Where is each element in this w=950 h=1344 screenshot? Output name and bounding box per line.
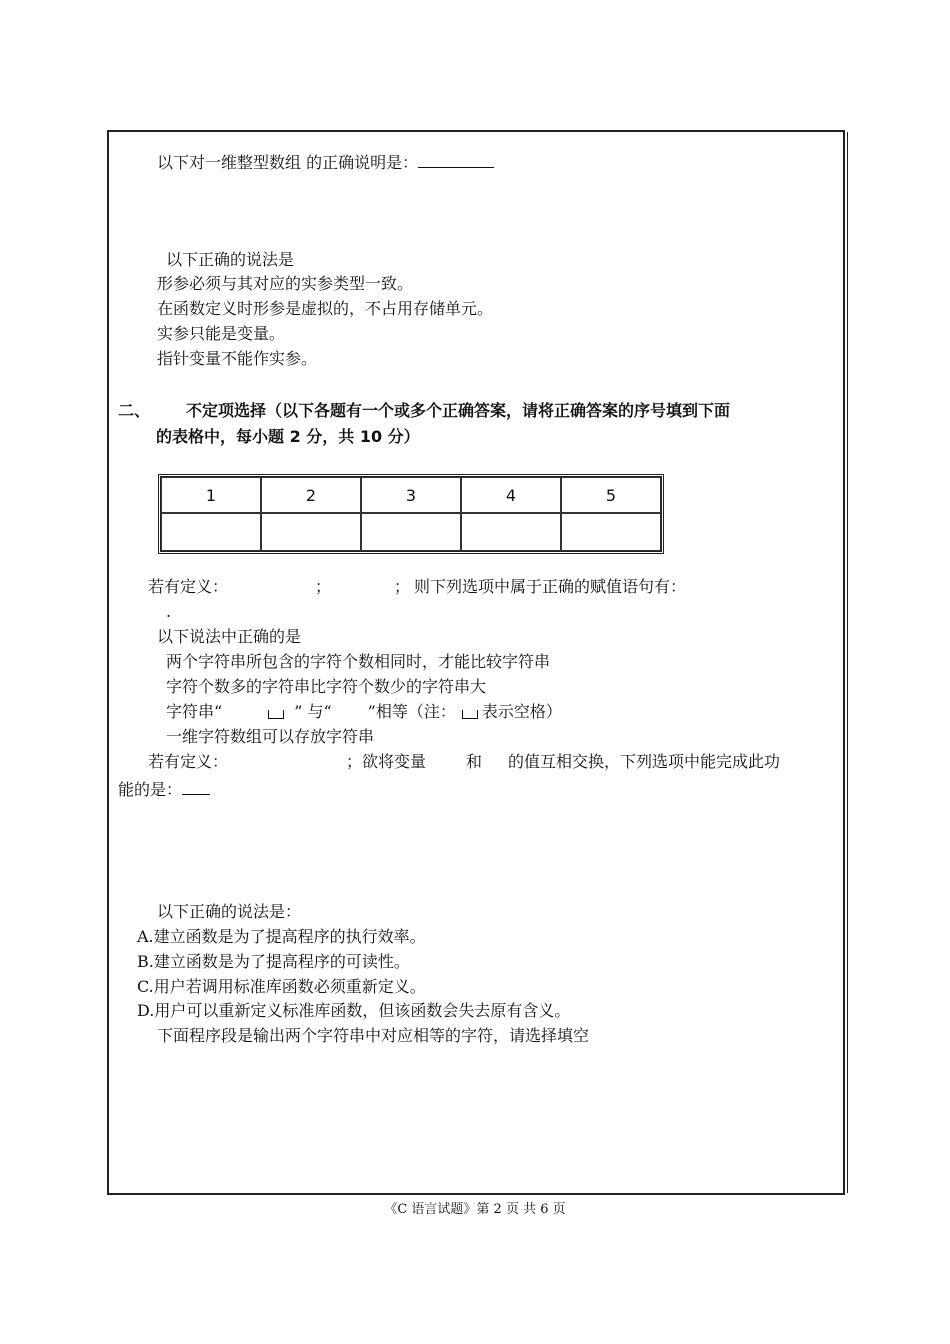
question-swap-line2 bbox=[118, 778, 210, 801]
answer-table-header-cell: 3 bbox=[361, 477, 461, 513]
question-func-option-d: D.用户可以重新定义标准库函数，但该函数会失去原有含义。 bbox=[137, 1001, 571, 1020]
question-swap-and: 和 bbox=[466, 752, 483, 771]
question-func-option-c: C.用户若调用标准库函数必须重新定义。 bbox=[137, 977, 426, 996]
question-func-option-b: B.建立函数是为了提高程序的可读性。 bbox=[137, 952, 410, 971]
answer-cell[interactable] bbox=[361, 513, 461, 551]
page-footer: 《C 语言试题》第 2 页 共 6 页 bbox=[384, 1202, 566, 1217]
question-args-stem: 以下正确的说法是 bbox=[166, 250, 295, 269]
question-string-option bbox=[166, 701, 562, 723]
answer-table-header-cell: 5 bbox=[561, 477, 661, 513]
answer-cell[interactable] bbox=[161, 513, 261, 551]
question-swap-mid: ；欲将变量 bbox=[346, 752, 427, 771]
question-func-option-a: A.建立函数是为了提高程序的执行效率。 bbox=[137, 927, 426, 946]
answer-table-header-cell: 1 bbox=[161, 477, 261, 513]
question-func-stem: 以下正确的说法是： bbox=[157, 902, 302, 921]
question-assign-prefix: 若有定义： bbox=[148, 577, 229, 596]
section-heading-line2: 的表格中，每小题 2 分，共 10 分） bbox=[156, 427, 420, 446]
question-swap-prefix: 若有定义： bbox=[148, 752, 229, 771]
question-assign-semicolon: ； bbox=[394, 577, 411, 596]
section-heading-line1: 不定项选择（以下各题有一个或多个正确答案，请将正确答案的序号填到下面 bbox=[186, 401, 731, 420]
question-array bbox=[157, 151, 494, 174]
answer-blank bbox=[182, 778, 210, 795]
question-args-option: 指针变量不能作实参。 bbox=[157, 349, 318, 368]
answer-cell[interactable] bbox=[261, 513, 361, 551]
question-assign-dot: . bbox=[166, 602, 172, 621]
answer-blank bbox=[418, 151, 494, 168]
question-string-opt3-a: 字符串“ bbox=[166, 702, 223, 721]
space-symbol-icon bbox=[462, 710, 478, 719]
question-assign-semicolon: ； bbox=[315, 577, 332, 596]
question-args-option: 在函数定义时形参是虚拟的，不占用存储单元。 bbox=[157, 299, 494, 318]
question-swap-line2-text: 能的是： bbox=[118, 780, 183, 799]
question-args-option: 实参只能是变量。 bbox=[157, 324, 286, 343]
question-program-stem: 下面程序段是输出两个字符串中对应相等的字符，请选择填空 bbox=[157, 1026, 590, 1045]
answer-cell[interactable] bbox=[561, 513, 661, 551]
question-swap-suffix: 的值互相交换，下列选项中能完成此功 bbox=[508, 752, 781, 771]
answer-cell[interactable] bbox=[461, 513, 561, 551]
question-string-option: 字符个数多的字符串比字符个数少的字符串大 bbox=[166, 677, 487, 696]
answer-table-answer-row bbox=[161, 513, 661, 551]
space-symbol-icon bbox=[268, 710, 284, 719]
answer-table bbox=[158, 474, 664, 554]
question-assign-suffix: 则下列选项中属于正确的赋值语句有： bbox=[414, 577, 687, 596]
answer-table-header-cell: 2 bbox=[261, 477, 361, 513]
question-args-option: 形参必须与其对应的实参类型一致。 bbox=[157, 274, 414, 293]
section-number: 二、 bbox=[118, 401, 151, 420]
question-string-opt3-d: 表示空格） bbox=[481, 702, 562, 721]
question-string-option: 一维字符数组可以存放字符串 bbox=[166, 727, 375, 746]
answer-table-header-row bbox=[161, 477, 661, 513]
question-string-stem: 以下说法中正确的是 bbox=[157, 627, 302, 646]
question-array-text: 以下对一维整型数组 的正确说明是： bbox=[157, 153, 419, 172]
question-string-opt3-c: ”相等（注： bbox=[367, 702, 456, 721]
question-string-option: 两个字符串所包含的字符个数相同时，才能比较字符串 bbox=[166, 652, 551, 671]
question-string-opt3-b: ” 与“ bbox=[294, 702, 332, 721]
answer-table-header-cell: 4 bbox=[461, 477, 561, 513]
